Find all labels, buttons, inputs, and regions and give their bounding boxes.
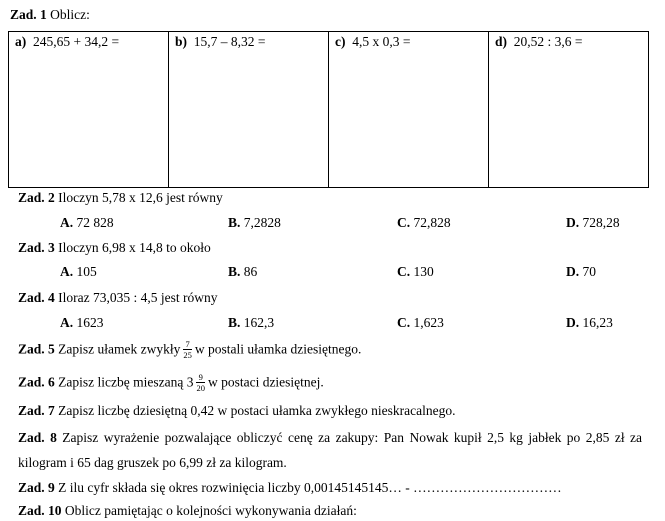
task-4-label: Zad. 4 (18, 290, 55, 305)
cell-letter: c) (335, 34, 346, 49)
task-3-option-b[interactable] (228, 264, 257, 280)
option-letter: A. (60, 215, 74, 230)
task-2-option-b[interactable] (228, 215, 281, 231)
option-value: 72 828 (76, 215, 114, 230)
option-letter: C. (397, 315, 411, 330)
task-4-heading (18, 290, 217, 306)
option-value: 162,3 (243, 315, 275, 330)
cell-expression: 15,7 – 8,32 = (193, 34, 266, 49)
task-3-heading (18, 240, 211, 256)
calc-cell-d[interactable] (489, 32, 649, 188)
calc-cell-c[interactable] (329, 32, 489, 188)
task-5-text-after: w postali ułamka dziesiętnego. (194, 341, 362, 357)
task-9-text: Z ilu cyfr składa się okres rozwinięcia liczby 0,00145145145… - …………………………… (58, 480, 562, 495)
cell-expression: 245,65 + 34,2 = (33, 34, 120, 49)
task-6-text-before: Zapisz liczbę mieszaną 3 (58, 374, 194, 390)
task-3-text: Iloczyn 6,98 x 14,8 to około (58, 240, 211, 255)
option-value: 728,28 (582, 215, 620, 230)
task-4-option-a[interactable] (60, 315, 104, 331)
fraction-denominator: 25 (183, 350, 192, 360)
task-3-option-a[interactable] (60, 264, 97, 280)
option-value: 1623 (76, 315, 104, 330)
task-5-fraction (183, 339, 192, 360)
option-letter: A. (60, 315, 74, 330)
task-1-label: Zad. 1 (10, 7, 47, 22)
task-6-label: Zad. 6 (18, 374, 55, 390)
task-2-option-d[interactable] (566, 215, 620, 231)
task-2-option-c[interactable] (397, 215, 451, 231)
task-3-option-c[interactable] (397, 264, 434, 280)
cell-expression: 4,5 x 0,3 = (352, 34, 411, 49)
task-4-option-c[interactable] (397, 315, 444, 331)
task-10-heading (18, 503, 357, 519)
fraction-numerator: 7 (183, 339, 192, 350)
task-8-line-2 (18, 455, 287, 471)
task-5-text-before: Zapisz ułamek zwykły (58, 341, 181, 357)
task-6-heading (18, 373, 324, 394)
calc-cell-a[interactable] (9, 32, 169, 188)
task-1-calculation-table (8, 31, 649, 188)
fraction-numerator: 9 (196, 372, 205, 383)
task-2-text: Iloczyn 5,78 x 12,6 jest równy (58, 190, 223, 205)
task-5-heading (18, 340, 361, 361)
task-1-text: Oblicz: (50, 7, 90, 22)
task-10-label: Zad. 10 (18, 503, 62, 518)
option-letter: A. (60, 264, 74, 279)
task-2-heading (18, 190, 223, 206)
calc-cell-b[interactable] (169, 32, 329, 188)
task-9-label: Zad. 9 (18, 480, 55, 495)
cell-letter: d) (495, 34, 508, 49)
option-value: 70 (582, 264, 596, 279)
task-9-heading (18, 480, 562, 496)
option-letter: D. (566, 264, 580, 279)
option-value: 16,23 (582, 315, 613, 330)
option-letter: D. (566, 215, 580, 230)
task-7-heading (18, 403, 456, 419)
task-5-label: Zad. 5 (18, 341, 55, 357)
task-8-label: Zad. 8 (18, 430, 57, 445)
cell-letter: b) (175, 34, 188, 49)
task-2-option-a[interactable] (60, 215, 114, 231)
fraction-denominator: 20 (196, 383, 205, 393)
task-6-text-after: w postaci dziesiętnej. (207, 374, 324, 390)
cell-expression: 20,52 : 3,6 = (513, 34, 583, 49)
task-8-line-1 (18, 430, 642, 446)
task-3-option-d[interactable] (566, 264, 596, 280)
task-4-option-b[interactable] (228, 315, 274, 331)
option-value: 1,623 (413, 315, 444, 330)
option-letter: B. (228, 264, 241, 279)
task-3-label: Zad. 3 (18, 240, 55, 255)
task-8-text-line-2: kilogram i 65 dag gruszek po 6,99 zł za kilogram. (18, 455, 287, 470)
option-letter: B. (228, 315, 241, 330)
option-letter: C. (397, 264, 411, 279)
option-value: 130 (413, 264, 434, 279)
task-4-option-d[interactable] (566, 315, 613, 331)
option-letter: C. (397, 215, 411, 230)
task-6-fraction (196, 372, 205, 393)
cell-letter: a) (15, 34, 27, 49)
task-4-text: Iloraz 73,035 : 4,5 jest równy (58, 290, 218, 305)
option-value: 7,2828 (243, 215, 281, 230)
task-8-text-line-1: Zapisz wyrażenie pozwalające obliczyć cenę za zakupy: Pan Nowak kupił 2,5 kg jabłek po 2,85 zł za (62, 430, 643, 445)
task-10-text: Oblicz pamiętając o kolejności wykonywania działań: (64, 503, 357, 518)
option-value: 86 (243, 264, 258, 279)
option-value: 105 (76, 264, 97, 279)
task-7-label: Zad. 7 (18, 403, 55, 418)
task-2-label: Zad. 2 (18, 190, 55, 205)
task-7-text: Zapisz liczbę dziesiętną 0,42 w postaci ułamka zwykłego nieskracalnego. (58, 403, 456, 418)
option-letter: B. (228, 215, 241, 230)
option-value: 72,828 (413, 215, 451, 230)
option-letter: D. (566, 315, 580, 330)
task-1-heading (10, 7, 90, 23)
